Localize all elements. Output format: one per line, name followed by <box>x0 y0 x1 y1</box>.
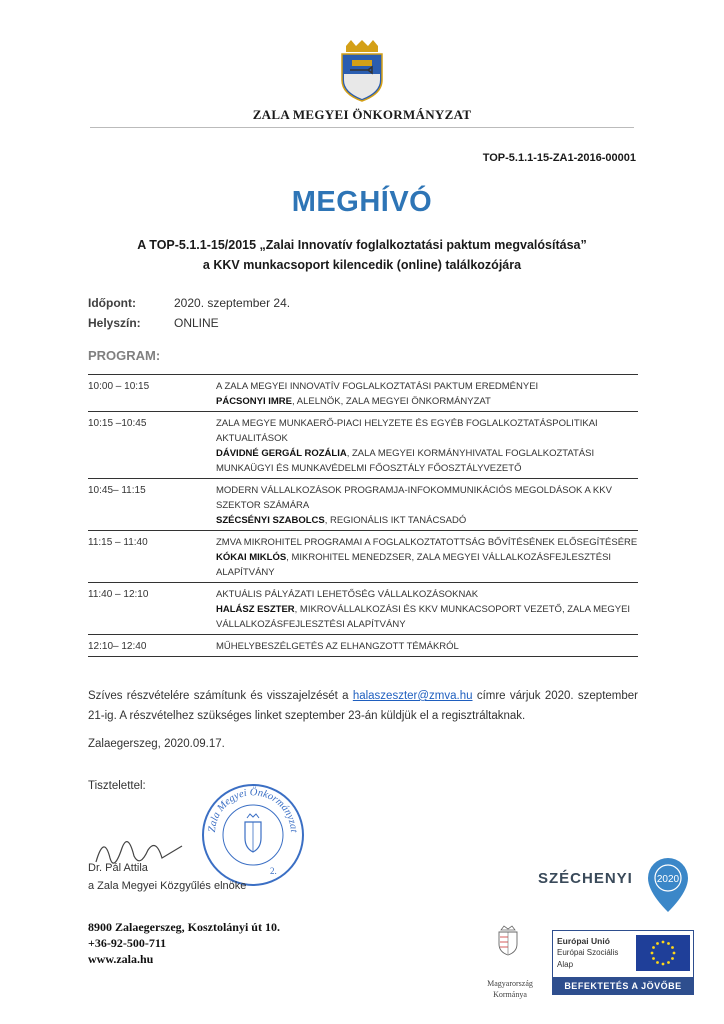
program-speaker-role: , ZALA MEGYEI KORMÁNYHIVATAL FOGLALKOZTATÁSI MUNKAÜGYI ÉS MUNKAVÉDELMI FŐOSZTÁLY FŐOSZTÁLYVEZETŐ <box>216 448 595 474</box>
program-topic: ZMVA MIKROHITEL PROGRAMAI A FOGLALKOZTATOTTSÁG BŐVÍTÉSÉNEK ELŐSEGÍTÉSÉRE <box>216 537 638 548</box>
hungarian-coat-of-arms <box>497 924 519 956</box>
government-name-line-2: Kormánya <box>493 990 527 999</box>
program-row <box>88 531 638 583</box>
program-description <box>216 535 638 580</box>
program-speaker: SZÉCSÉNYI SZABOLCS <box>216 515 325 526</box>
program-row <box>88 479 638 531</box>
program-topic: MŰHELYBESZÉLGETÉS AZ ELHANGZOTT TÉMÁKRÓL <box>216 641 459 652</box>
program-topic: AKTUÁLIS PÁLYÁZATI LEHETŐSÉG VÁLLALKOZÁSOKNAK <box>216 589 479 600</box>
footer-phone: +36-92-500-711 <box>88 936 167 950</box>
subtitle-line-2: a KKV munkacsoport kilencedik (online) találkozójára <box>202 258 522 272</box>
footer-address: 8900 Zalaegerszeg, Kosztolányi út 10. <box>88 920 280 934</box>
program-description <box>216 587 638 632</box>
government-name-line-1: Magyarország <box>487 979 533 988</box>
program-time: 10:45– 11:15 <box>88 485 146 496</box>
program-time: 12:10– 12:40 <box>88 641 147 652</box>
header-divider <box>90 127 634 128</box>
program-table <box>88 374 638 657</box>
program-speaker: PÁCSONYI IMRE <box>216 396 293 407</box>
program-topic: MODERN VÁLLALKOZÁSOK PROGRAMJA-INFOKOMMUNIKÁCIÓS MEGOLDÁSOK A KKV SZEKTOR SZÁMÁRA <box>216 485 612 511</box>
program-description <box>216 416 638 476</box>
location-label: Helyszín: <box>88 316 141 330</box>
date-value: 2020. szeptember 24. <box>174 296 291 310</box>
body-text-before-email: Szíves részvételére számítunk és visszajelzését a <box>88 690 349 702</box>
stamp-text: Zala Megyei Önkormányzat <box>206 787 300 833</box>
program-row <box>88 412 638 479</box>
program-description <box>216 639 638 654</box>
location-value: ONLINE <box>174 316 219 330</box>
program-speaker: KÓKAI MIKLÓS <box>216 552 287 563</box>
body-text-after-email: címre várjuk 2020. szeptember 21-ig. A részvételhez szükséges linket szeptember 23-án küldjük el a regisztráltaknak. <box>88 690 638 722</box>
place-and-date: Zalaegerszeg, 2020.09.17. <box>88 738 225 750</box>
program-speaker: DÁVIDNÉ GERGÁL ROZÁLIA <box>216 448 347 459</box>
program-row <box>88 635 638 657</box>
program-time: 11:15 – 11:40 <box>88 537 148 548</box>
signer-title: a Zala Megyei Közgyűlés elnöke <box>88 880 247 892</box>
szechenyi-year: 2020 <box>656 874 680 885</box>
eu-name: Európai Unió <box>557 936 610 946</box>
invest-in-future-banner: BEFEKTETÉS A JÖVŐBE <box>552 978 694 995</box>
program-time: 10:00 – 10:15 <box>88 381 150 392</box>
eu-fund-line-1: Európai Szociális <box>557 948 619 957</box>
program-row <box>88 375 638 412</box>
program-time: 10:15 –10:45 <box>88 418 147 429</box>
signer-name: Dr. Pál Attila <box>88 862 148 874</box>
program-heading: PROGRAM: <box>88 348 161 363</box>
program-description <box>216 379 638 409</box>
contact-email-link[interactable]: halaszeszter@zmva.hu <box>352 690 473 702</box>
county-crest-logo <box>338 40 386 102</box>
program-speaker-role: , MIKROHITEL MENEDZSER, ZALA MEGYEI VÁLLALKOZÁSFEJLESZTÉSI ALAPÍTVÁNY <box>216 552 612 578</box>
subtitle-line-1: A TOP-5.1.1-15/2015 „Zalai Innovatív foglalkoztatási paktum megvalósítása” <box>137 238 587 252</box>
program-speaker-role: , ALELNÖK, ZALA MEGYEI ÖNKORMÁNYZAT <box>292 396 491 407</box>
program-time: 11:40 – 12:10 <box>88 589 149 600</box>
szechenyi-brand-text: SZÉCHENYI <box>538 870 633 887</box>
program-speaker-role: , MIKROVÁLLALKOZÁSI ÉS KKV MUNKACSOPORT VEZETŐ, ZALA MEGYEI VÁLLALKOZÁSFEJLESZTÉSI ALAPÍTVÁNY <box>216 604 631 630</box>
date-label: Időpont: <box>88 296 136 310</box>
szechenyi-2020-pin-icon <box>646 856 690 914</box>
program-speaker: HALÁSZ ESZTER <box>216 604 295 615</box>
eu-flag-icon <box>636 935 690 971</box>
program-description <box>216 483 638 528</box>
closing-greeting: Tisztelettel: <box>88 780 146 792</box>
eu-fund-line-2: Alap <box>557 960 574 969</box>
program-topic: A ZALA MEGYEI INNOVATÍV FOGLALKOZTATÁSI PAKTUM EREDMÉNYEI <box>216 381 539 392</box>
invitation-body <box>88 686 638 726</box>
program-speaker-role: , REGIONÁLIS IKT TANÁCSADÓ <box>324 515 467 526</box>
official-stamp <box>200 782 306 888</box>
stamp-number: 2. <box>270 866 277 876</box>
program-topic: ZALA MEGYE MUNKAERŐ-PIACI HELYZETE ÉS EGYÉB FOGLALKOZTATÁSPOLITIKAI AKTUALITÁSOK <box>216 418 598 444</box>
footer-website: www.zala.hu <box>88 952 154 966</box>
reference-number: TOP-5.1.1-15-ZA1-2016-00001 <box>482 152 636 164</box>
organization-name: ZALA MEGYEI ÖNKORMÁNYZAT <box>252 107 472 122</box>
program-row <box>88 583 638 635</box>
document-title: MEGHÍVÓ <box>291 186 433 218</box>
